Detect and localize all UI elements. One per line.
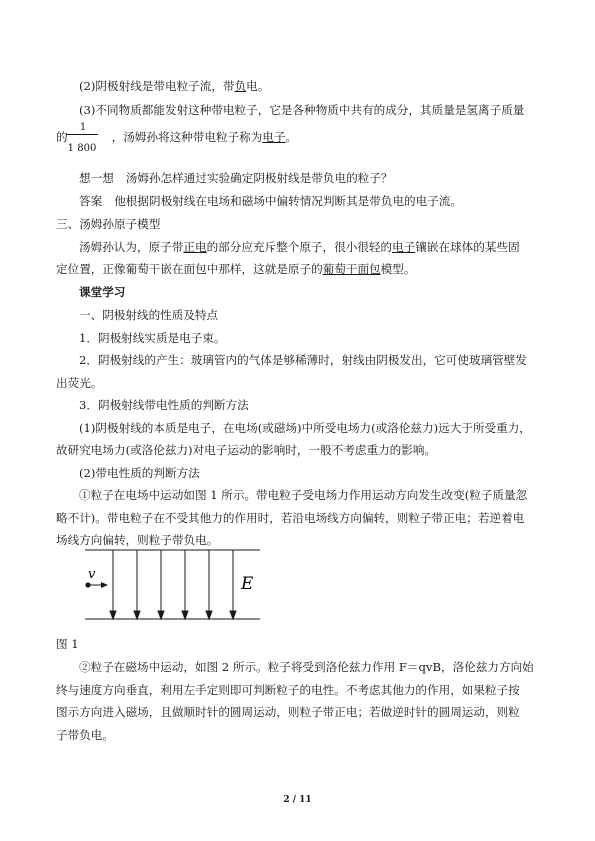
think-question: 想一想 汤姆孙怎样通过实验确定阴极射线是带负电的粒子？ [79,171,393,185]
text-line: 故研究电场力(或洛伦兹力)对电子运动的影响时，一般不考虑重力的影响。 [56,443,437,457]
text-line: 汤姆孙认为，原子带正电的部分应充斥整个原子，很小很轻的电子镶嵌在球体的某些固 [79,240,520,254]
text-line: 2．阴极射线的产生：玻璃管内的气体是够稀薄时，射线由阴极发出，它可使玻璃管壁发 [79,353,527,367]
text-line: ①粒子在电场中运动如图 1 所示。带电粒子受电场力作用运动方向发生改变(粒子质量忽 [79,488,528,502]
figure-1-electric-field [85,548,260,623]
subsection-heading: 一、阴极射线的性质及特点 [79,308,219,322]
section-heading: 三、汤姆孙原子模型 [56,217,161,231]
text-line: (2)带电性质的判断方法 [79,466,200,480]
fraction-denominator: 1 800 [67,143,97,154]
text-line: 略不计)。带电粒子在不受其他力的作用时，若沿电场线方向偏转，则粒子带正电；若逆着电 [56,511,525,525]
text-line: (2)阴极射线是带电粒子流，带负电。 [79,79,270,93]
text-line: 3．阴极射线带电性质的判断方法 [79,398,249,412]
underlined-answer: 负 [234,79,247,93]
underlined-answer: 正电 [183,240,207,254]
text-line: 图示方向进入磁场，且做顺时针的圆周运动，则粒子带正电；若做逆时针的圆周运动，则粒 [56,705,520,719]
text-line: (3)不同物质都能发射这种带电粒子，它是各种物质中共有的成分，其质量是氢离子质量 [79,103,525,117]
text-line: 1．阴极射线实质是电子束。 [79,331,226,345]
answer: 答案 他根据阴极射线在电场和磁场中偏转情况判断其是带负电的电子流。 [79,194,463,208]
text-line: 出荧光。 [56,376,103,390]
field-label: E [241,574,254,594]
figure-caption: 图 1 [56,637,79,651]
text-line: 场线方向偏转，则粒子带负电。 [56,533,219,547]
text-line: 的 ，汤姆孙将这种带电粒子称为电子。 [56,130,298,144]
text-line: 定位置，正像葡萄干嵌在面包中那样，这就是原子的葡萄干面包模型。 [56,262,416,276]
text-line: ②粒子在磁场中运动，如图 2 所示。粒子将受到洛伦兹力作用 F＝qvB，洛伦兹力方向始 [79,660,534,674]
page-number: 2 / 11 [283,795,312,805]
fraction-numerator: 1 [79,122,87,133]
text-line: 子带负电。 [56,728,114,742]
underlined-answer: 电子 [262,130,286,144]
text-line: 终与速度方向垂直，利用左手定则即可判断粒子的电性。不考虑其他力的作用，如果粒子按 [56,683,520,697]
text-line: (1)阴极射线的本质是电子，在电场(或磁场)中所受电场力(或洛伦兹力)远大于所受重力， [79,421,531,435]
class-study-title: 课堂学习 [79,285,126,299]
underlined-answer: 电子 [392,240,416,254]
velocity-label: v [88,567,96,582]
underlined-answer: 葡萄干面包 [322,262,381,276]
